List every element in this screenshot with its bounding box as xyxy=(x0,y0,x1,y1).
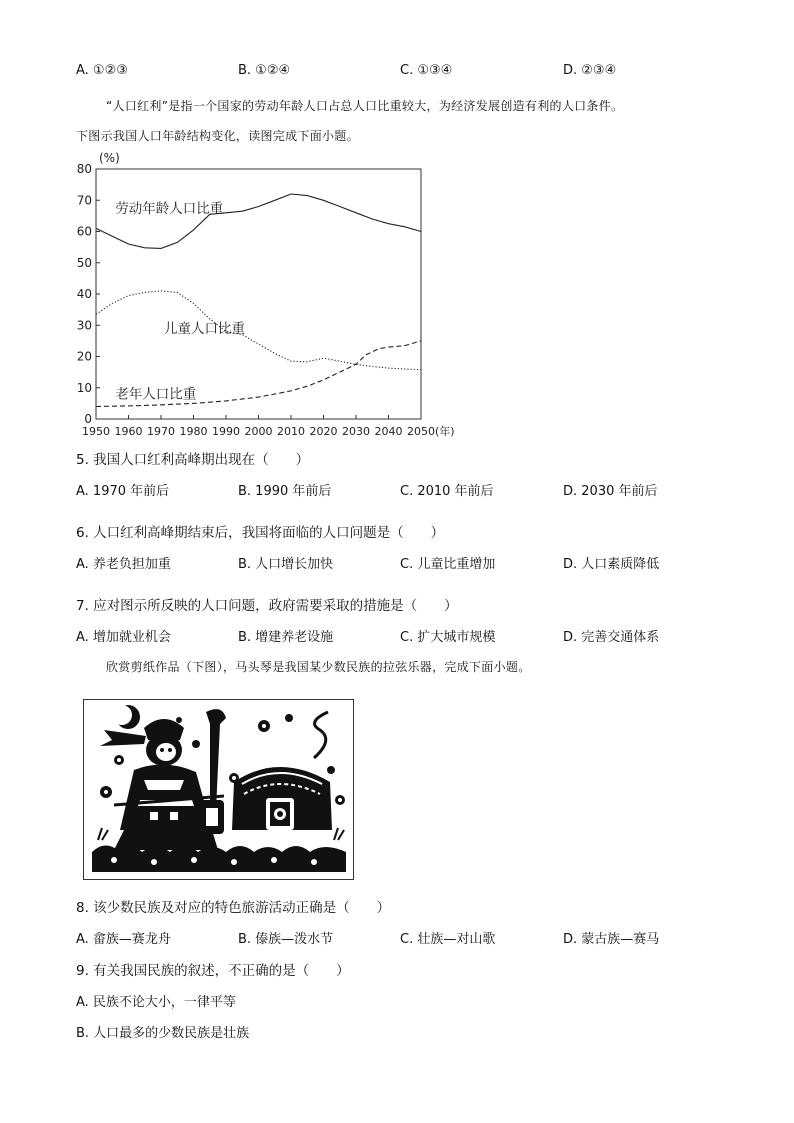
x-tick-label: 1960 xyxy=(114,425,143,438)
series-line-2 xyxy=(96,291,421,370)
q8-option-d: D. 蒙古族—赛马 xyxy=(563,932,660,947)
series-label-1: 劳动年龄人口比重 xyxy=(115,200,224,217)
y-tick-label: 40 xyxy=(76,287,92,301)
q8-stem: 8. 该少数民族及对应的特色旅游活动正确是（ ） xyxy=(76,900,391,916)
q4-option-a: A. ①②③ xyxy=(76,63,128,78)
x-tick-label: 1950 xyxy=(82,425,110,438)
x-tick-label: 2050 xyxy=(407,425,435,438)
series-label-3: 老年人口比重 xyxy=(115,386,197,403)
series-label-2: 儿童人口比重 xyxy=(164,321,245,338)
y-tick-label: 80 xyxy=(76,162,92,176)
q4-option-b: B. ①②④ xyxy=(238,63,291,78)
y-tick-label: 60 xyxy=(76,224,92,239)
q5-stem: 5. 我国人口红利高峰期出现在（ ） xyxy=(76,452,310,468)
y-tick-label: 70 xyxy=(76,193,92,208)
x-tick-label: 1970 xyxy=(147,425,175,438)
y-tick-label: 0 xyxy=(84,412,92,426)
intro2: 欣赏剪纸作品（下图），马头琴是我国某少数民族的拉弦乐器，完成下面小题。 xyxy=(106,660,531,674)
x-tick-label: 2020 xyxy=(309,425,338,438)
q7-option-a: A. 增加就业机会 xyxy=(76,630,171,645)
q5-option-c: C. 2010 年前后 xyxy=(400,484,494,499)
q5-option-b: B. 1990 年前后 xyxy=(238,484,332,499)
y-tick-label: 30 xyxy=(76,318,92,333)
population-age-structure-chart xyxy=(70,145,480,445)
q5-option-a: A. 1970 年前后 xyxy=(76,484,170,499)
q4-option-c: C. ①③④ xyxy=(400,63,453,78)
y-tick-label: 20 xyxy=(76,349,92,364)
q5-option-d: D. 2030 年前后 xyxy=(563,484,658,499)
y-tick-label: 50 xyxy=(76,255,92,270)
x-axis-label: (年) xyxy=(435,425,455,438)
q8-option-a: A. 畲族—赛龙舟 xyxy=(76,932,171,947)
intro1-line2: 下图示我国人口年龄结构变化，读图完成下面小题。 xyxy=(76,129,359,143)
q7-option-b: B. 增建养老设施 xyxy=(238,630,334,645)
y-tick-label: 10 xyxy=(76,380,92,395)
x-tick-label: 2000 xyxy=(244,425,273,438)
x-tick-label: 2030 xyxy=(342,425,370,438)
q6-option-a: A. 养老负担加重 xyxy=(76,557,171,572)
q8-option-c: C. 壮族—对山歌 xyxy=(400,932,496,947)
x-tick-label: 1990 xyxy=(212,425,240,438)
q7-option-d: D. 完善交通体系 xyxy=(563,630,660,645)
y-axis-label: (%) xyxy=(99,151,120,165)
q8-option-b: B. 傣族—泼水节 xyxy=(238,932,334,947)
intro1-line1: “人口红利”是指一个国家的劳动年龄人口占总人口比重较大，为经济发展创造有利的人口条件。 xyxy=(106,99,624,113)
q6-option-b: B. 人口增长加快 xyxy=(238,557,334,572)
q6-option-d: D. 人口素质降低 xyxy=(563,557,660,572)
q6-stem: 6. 人口红利高峰期结束后，我国将面临的人口问题是（ ） xyxy=(76,525,445,541)
q9-option-b: B. 人口最多的少数民族是壮族 xyxy=(76,1026,250,1041)
q9-option-a: A. 民族不论大小，一律平等 xyxy=(76,995,236,1010)
q4-option-d: D. ②③④ xyxy=(563,63,617,78)
q7-option-c: C. 扩大城市规模 xyxy=(400,630,496,645)
x-tick-label: 2040 xyxy=(374,425,403,438)
q6-option-c: C. 儿童比重增加 xyxy=(400,557,496,572)
q9-stem: 9. 有关我国民族的叙述，不正确的是（ ） xyxy=(76,963,350,979)
paper-cut-artwork-image xyxy=(83,699,354,880)
q7-stem: 7. 应对图示所反映的人口问题，政府需要采取的措施是（ ） xyxy=(76,598,458,614)
x-tick-label: 1980 xyxy=(179,425,208,438)
x-tick-label: 2010 xyxy=(277,425,305,438)
